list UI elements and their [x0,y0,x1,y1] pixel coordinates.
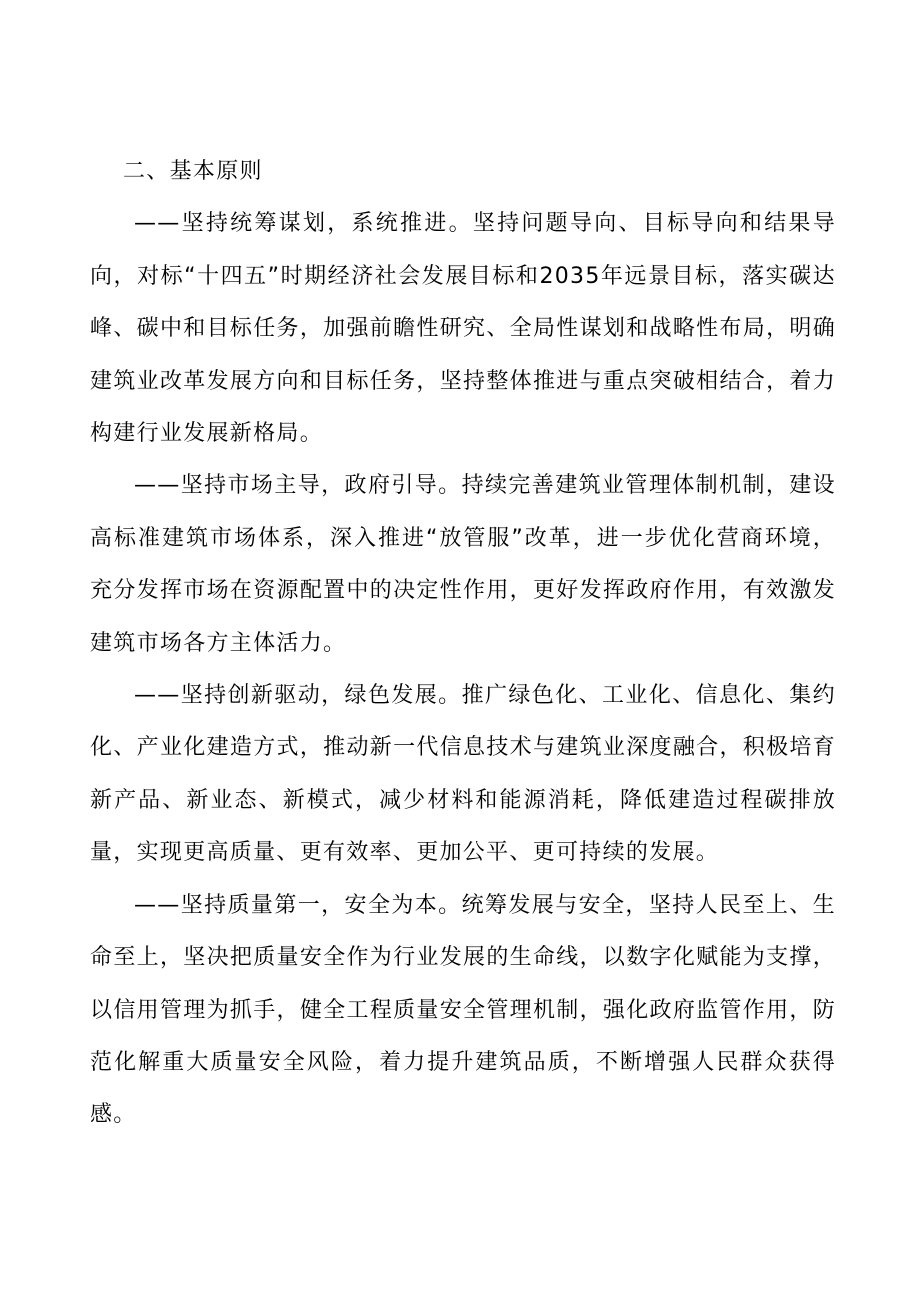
document-body [90,146,836,1142]
paragraph-overall-planning: ——坚持统筹谋划，系统推进。坚持问题导向、目标导向和结果导向，对标“十四五”时期经济社会发展目标和2035年远景目标，落实碳达峰、碳中和目标任务，加强前瞻性研究、全局性谋划和战略性布局，明确建筑业改革发展方向和目标任务，坚持整体推进与重点突破相结合，着力构建行业发展新格局。 [90,211,836,447]
paragraph-market-led: ——坚持市场主导，政府引导。持续完善建筑业管理体制机制，建设高标准建筑市场体系，深入推进“放管服”改革，进一步优化营商环境，充分发挥市场在资源配置中的决定性作用，更好发挥政府作用，有效激发建筑市场各方主体活力。 [90,473,836,656]
paragraph-quality-safety: ——坚持质量第一，安全为本。统筹发展与安全，坚持人民至上、生命至上，坚决把质量安全作为行业发展的生命线，以数字化赋能为支撑，以信用管理为抓手，健全工程质量安全管理机制，强化政府监管作用，防范化解重大质量安全风险，着力提升建筑品质，不断增强人民群众获得感。 [90,892,836,1128]
section-heading: 二、基本原则 [123,159,263,184]
paragraph-innovation-green: ——坚持创新驱动，绿色发展。推广绿色化、工业化、信息化、集约化、产业化建造方式，推动新一代信息技术与建筑业深度融合，积极培育新产品、新业态、新模式，减少材料和能源消耗，降低建造过程碳排放量，实现更高质量、更有效率、更加公平、更可持续的发展。 [90,683,836,866]
